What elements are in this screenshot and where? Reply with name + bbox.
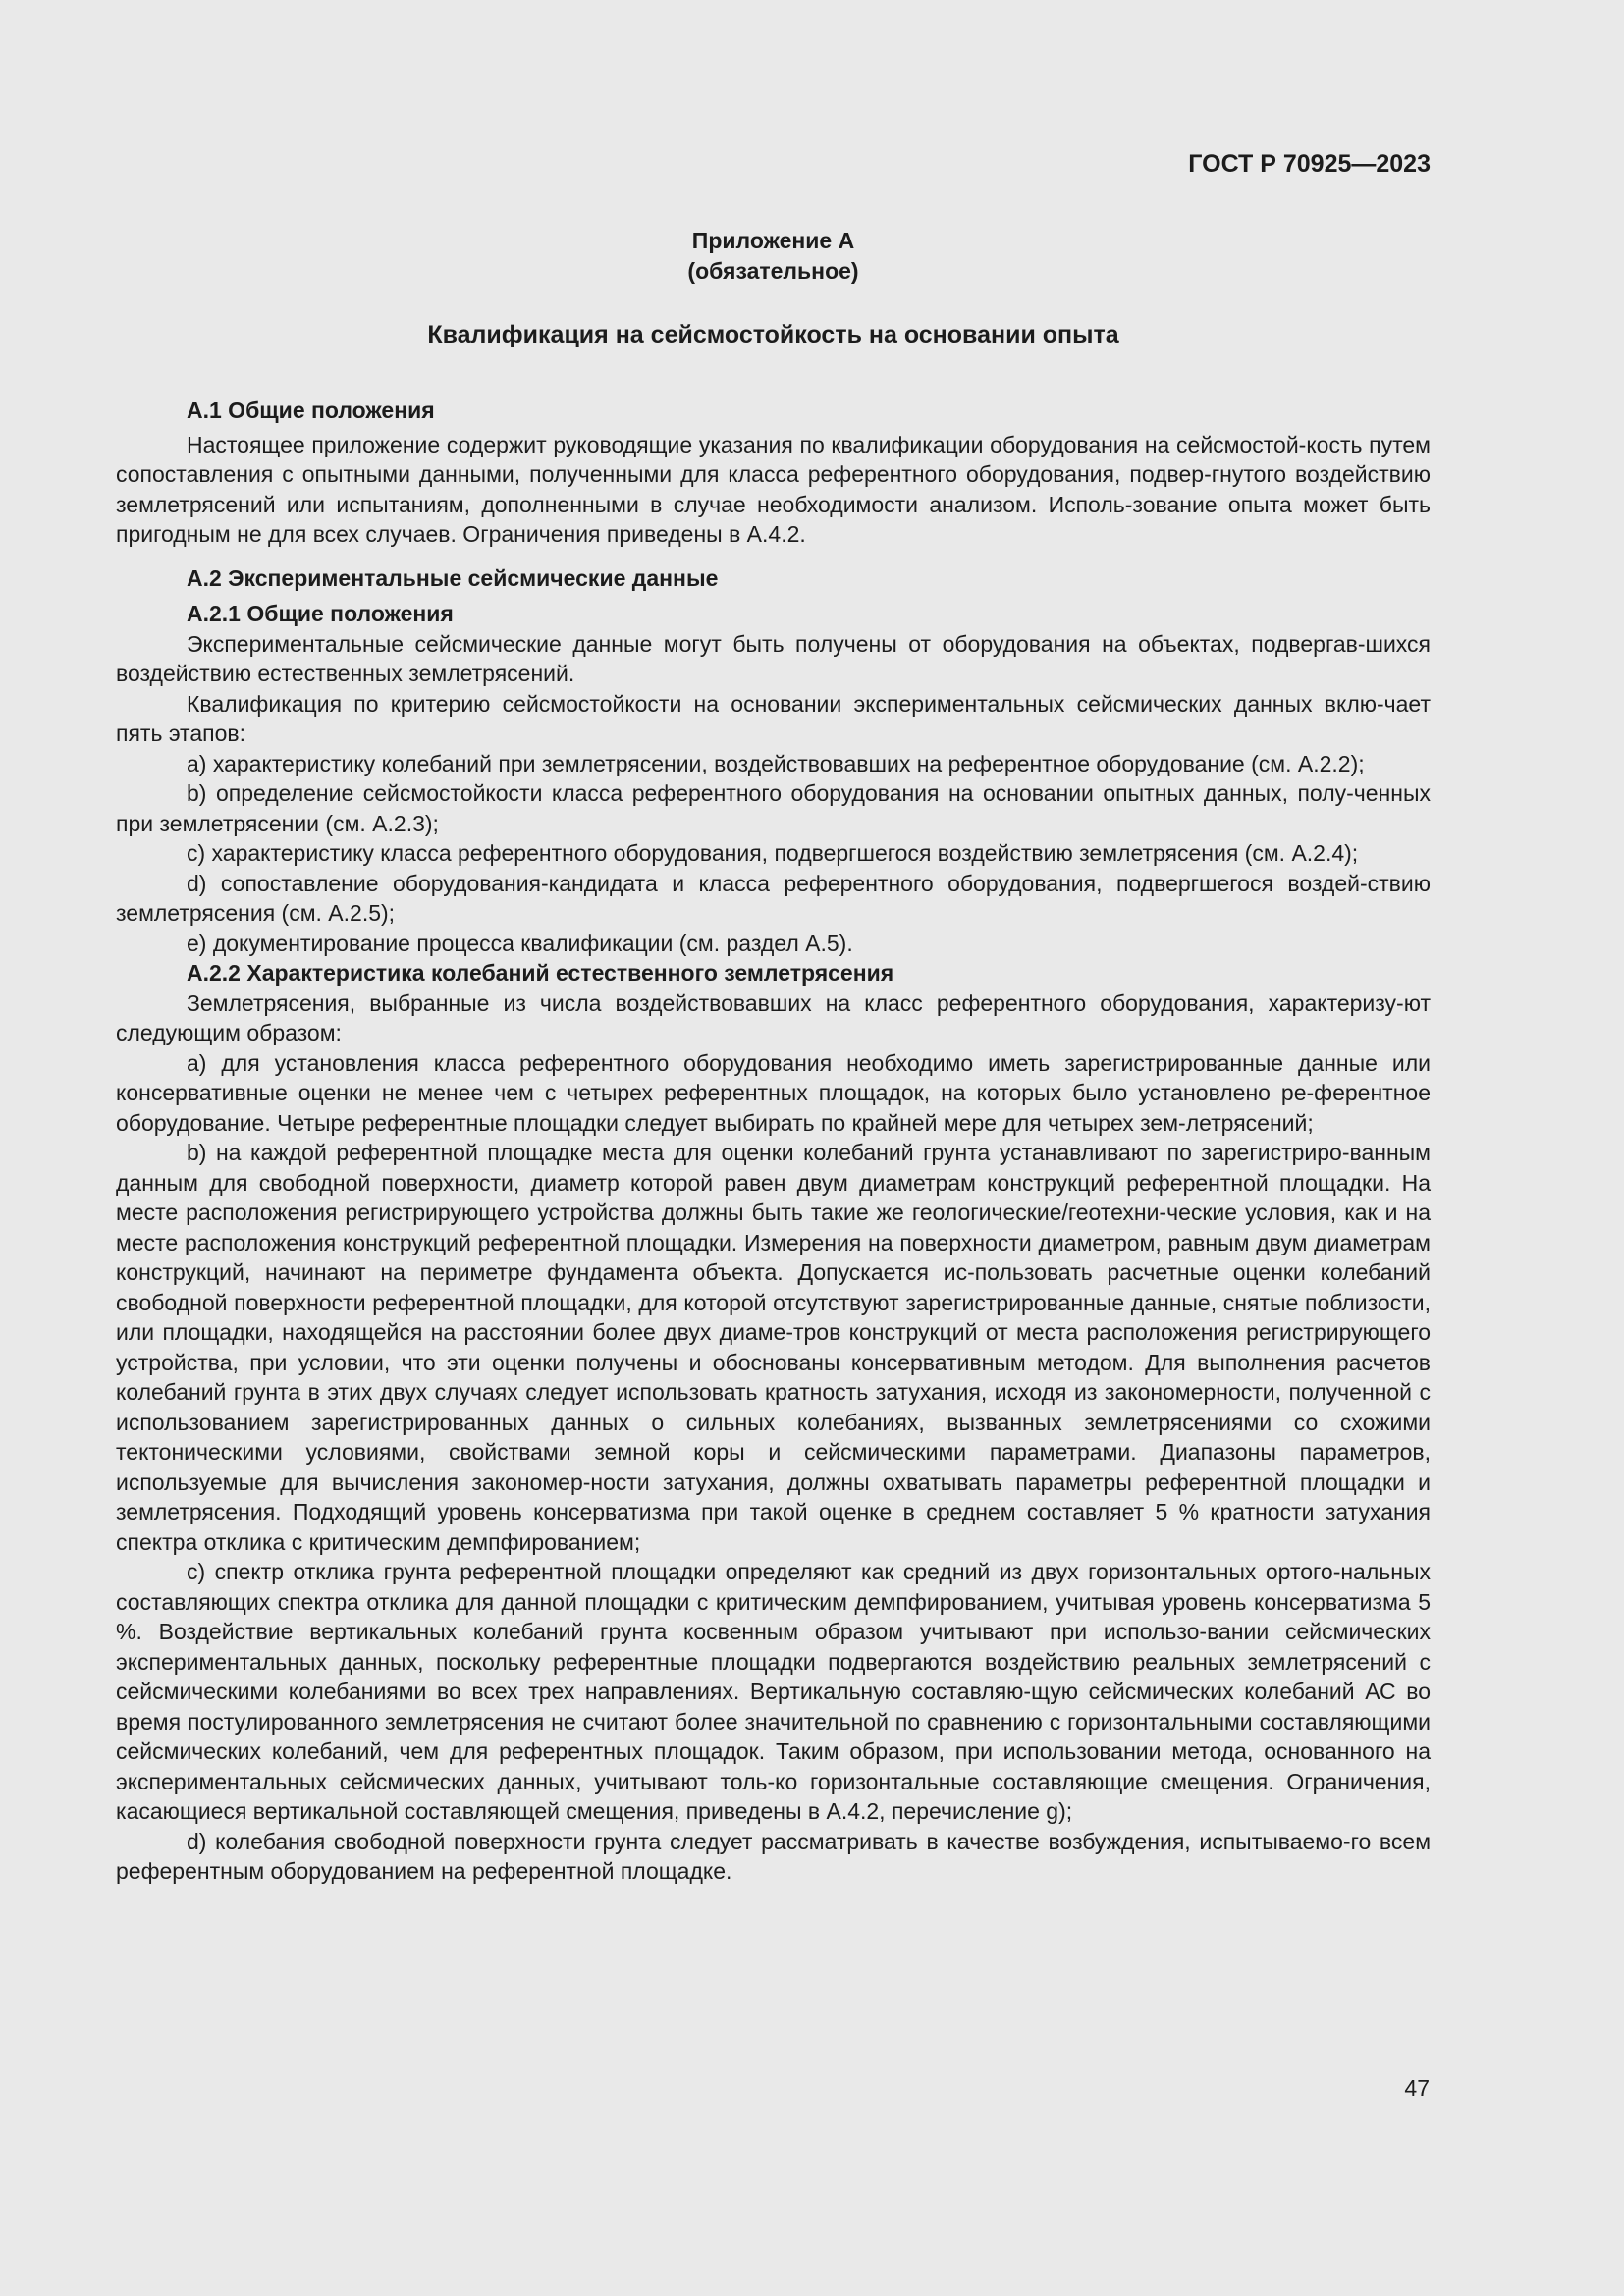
paragraph: Квалификация по критерию сейсмостойкости на основании экспериментальных сейсмических данных вклю-чает пять этапов: — [116, 690, 1431, 746]
list-item: e) документирование процесса квалификации (см. раздел А.5). — [187, 930, 853, 956]
document-body — [116, 396, 1431, 1887]
list-item: c) характеристику класса референтного оборудования, подвергшегося воздействию землетрясения (см. А.2.4); — [187, 840, 1359, 866]
paragraph: Настоящее приложение содержит руководящие указания по квалификации оборудования на сейсмостой-кость путем сопоставления с опытными данными, полученными для класса референтного оборудования, подвер-гнутого воздействию землетрясений или испытаниям, дополненными в случае необходимости анализом. Исполь-зование опыта может быть пригодным не для всех случаев. Ограничения приведены в А.4.2. — [116, 431, 1431, 547]
list-item: a) для установления класса референтного оборудования необходимо иметь зарегистрированные данные или консервативные оценки не менее чем с четырех референтных площадок, на которых было установлено ре-ферентное оборудование. Четыре референтные площадки следует выбирать по крайней мере для четырех зем-летрясений; — [116, 1049, 1431, 1136]
page-number: 47 — [1404, 2075, 1430, 2101]
list-item: b) на каждой референтной площадке места для оценки колебаний грунта устанавливают по зарегистриро-ванным данным для свободной поверхности, диаметр которой равен двум диаметрам конструкций референтной площадки. На месте расположения регистрирующего устройства должны быть такие же геологические/геотехни-ческие условия, как и на месте расположения конструкций референтной площадки. Измерения на поверхности диаметром, равным двум диаметрам конструкций, начинают на периметре фундамента объекта. Допускается ис-пользовать расчетные оценки колебаний свободной поверхности референтной площадки, для которой отсутствуют зарегистрированные данные, снятые поблизости, или площадки, находящейся на расстоянии более двух диаме-тров конструкций от места расположения регистрирующего устройства, при условии, что эти оценки получены и обоснованы консервативным методом. Для выполнения расчетов колебаний грунта в этих двух случаях следует использовать кратность затухания, исходя из закономерности, полученной с использованием зарегистрированных данных о сильных колебаниях, вызванных землетрясениями со схожими тектоническими условиями, свойствами земной коры и сейсмическими параметрами. Диапазоны параметров, используемые для вычисления закономер-ности затухания, должны охватывать параметры референтной площадки и землетрясения. Подходящий уровень консерватизма при такой оценке в среднем составляет 5 % кратности затухания спектра отклика с критическим демпфированием; — [116, 1140, 1431, 1555]
appendix-heading — [0, 226, 1546, 287]
section-heading-a2-1: А.2.1 Общие положения — [187, 601, 454, 626]
section-heading-a1: А.1 Общие положения — [187, 398, 435, 423]
list-item: a) характеристику колебаний при землетрясении, воздействовавших на референтное оборудование (см. А.2.2); — [187, 750, 1365, 776]
list-item: d) сопоставление оборудования-кандидата и класса референтного оборудования, подвергшегося воздей-ствию землетрясения (см. А.2.5); — [116, 870, 1431, 926]
appendix-status: (обязательное) — [687, 258, 859, 284]
paragraph: Экспериментальные сейсмические данные могут быть получены от оборудования на объектах, подвергав-шихся воздействию естественных землетрясений. — [116, 630, 1431, 686]
section-heading-a2-2: А.2.2 Характеристика колебаний естественного землетрясения — [187, 960, 894, 986]
paragraph: Землетрясения, выбранные из числа воздействовавших на класс референтного оборудования, характеризу-ют следующим образом: — [116, 989, 1431, 1045]
page-title: Квалификация на сейсмостойкость на основании опыта — [427, 321, 1119, 348]
list-item: c) спектр отклика грунта референтной площадки определяют как средний из двух горизонтальных ортого-нальных составляющих спектра отклика для данной площадки с критическим демпфированием, учитывая уровень консерватизма 5 %. Воздействие вертикальных колебаний грунта косвенным образом учитывают при использо-вании сейсмических экспериментальных данных, поскольку референтные площадки подвергаются воздействию реальных землетрясений с сейсмическими колебаниями во всех трех направлениях. Вертикальную составляю-щую сейсмических колебаний АС во время постулированного землетрясения не считают более значительной по сравнению с горизонтальными составляющими сейсмических колебаний, чем для референтных площадок. Таким образом, при использовании метода, основанного на экспериментальных сейсмических данных, учитывают толь-ко горизонтальные составляющие смещения. Ограничения, касающиеся вертикальной составляющей смещения, приведены в А.4.2, перечисление g); — [116, 1559, 1431, 1824]
appendix-label: Приложение А — [691, 228, 855, 253]
standard-code: ГОСТ Р 70925—2023 — [1188, 150, 1431, 178]
section-heading-a2: А.2 Экспериментальные сейсмические данные — [187, 564, 719, 591]
list-item: d) колебания свободной поверхности грунта следует рассматривать в качестве возбуждения, испытываемо-го всем референтным оборудованием на референтной площадке. — [116, 1828, 1431, 1884]
list-item: b) определение сейсмостойкости класса референтного оборудования на основании опытных данных, полу-ченных при землетрясении (см. А.2.3); — [116, 780, 1431, 836]
